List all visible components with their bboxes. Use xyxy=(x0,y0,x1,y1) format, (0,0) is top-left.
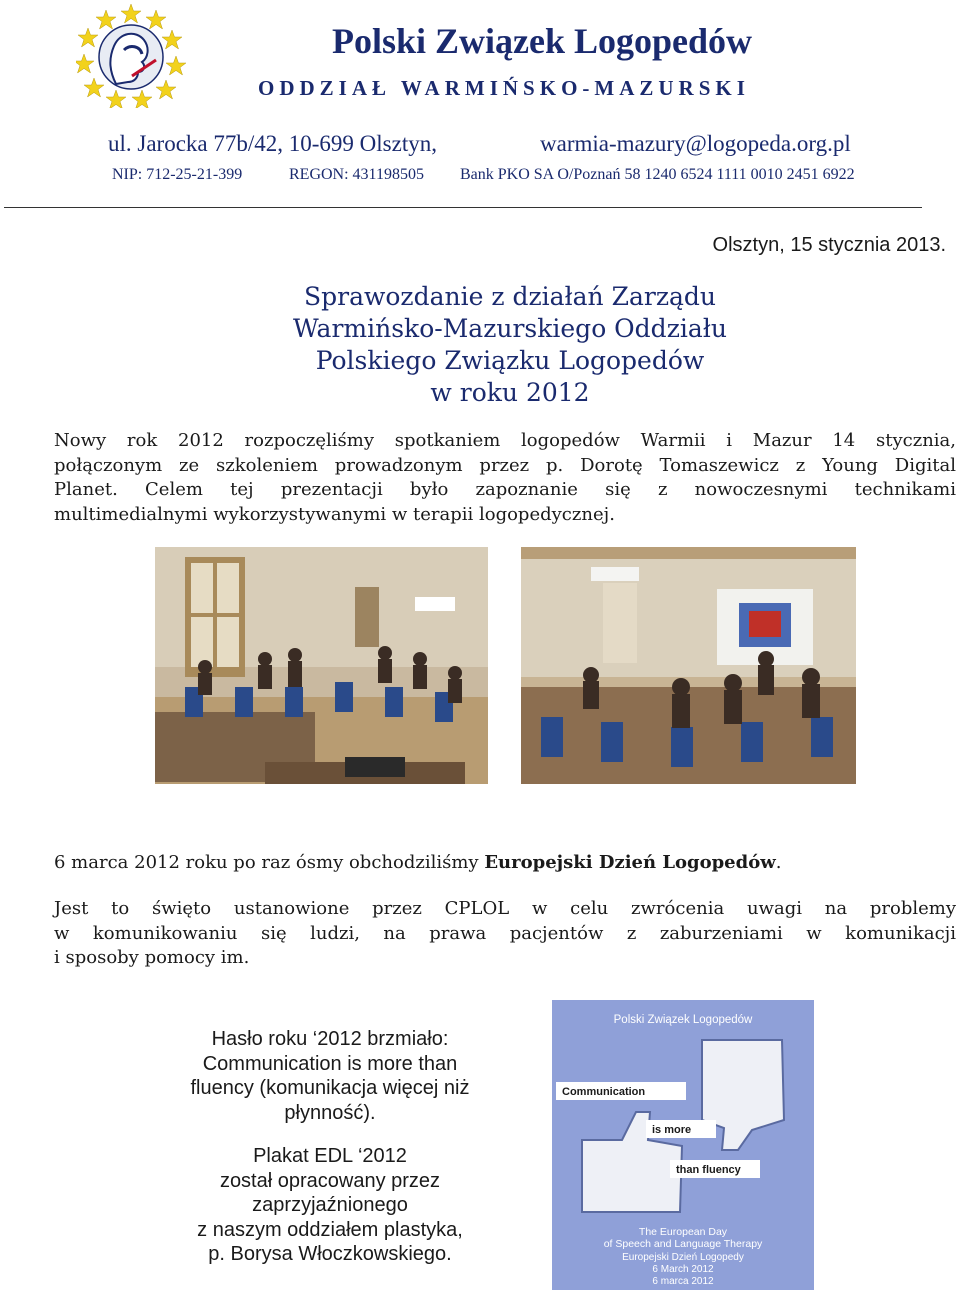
paragraph-line: Nowy rok 2012 rozpoczęliśmy spotkaniem logopedów Warmii i Mazur 14 stycznia, xyxy=(54,430,956,451)
paragraph-cplol xyxy=(54,897,956,971)
paragraph-line: multimedialnymi wykorzystywanymi w terapii logopedycznej. xyxy=(54,503,615,525)
poster-slogan-3: than fluency xyxy=(676,1164,741,1176)
slogan-block xyxy=(150,1027,510,1125)
paragraph-line xyxy=(54,851,956,876)
slogan-line: płynność). xyxy=(284,1101,376,1124)
title-line: w roku 2012 xyxy=(430,378,590,407)
organization-name: Polski Związek Logopedów xyxy=(332,21,753,61)
poster-credit-line: został opracowany przez xyxy=(219,1169,441,1192)
poster-credit-line: p. Borysa Włoczkowskiego. xyxy=(208,1243,452,1265)
edl-2012-poster xyxy=(552,1000,814,1290)
email-address: warmia-mazury@logopeda.org.pl xyxy=(540,131,851,156)
title-line: Polskiego Związku Logopedów xyxy=(315,346,705,375)
title-line: Sprawozdanie z działań Zarządu xyxy=(303,282,716,311)
slogan-line: fluency (komunikacja więcej niż xyxy=(190,1077,470,1099)
poster-english-title xyxy=(552,1226,814,1250)
organization-logo xyxy=(76,2,186,108)
poster-polish-line: 6 March 2012 xyxy=(652,1264,714,1275)
paragraph-text: . xyxy=(775,852,782,873)
title-line: Warmińsko-Mazurskiego Oddziału xyxy=(293,314,727,343)
poster-credit-line: Plakat EDL ‘2012 xyxy=(253,1145,407,1167)
paragraph-line: Jest to święto ustanowione przez CPLOL w celu zwrócenia uwagi na problemy xyxy=(54,898,956,919)
poster-credit-line: z naszym oddziałem plastyka, xyxy=(197,1218,463,1241)
address: ul. Jarocka 77b/42, 10-699 Olsztyn, xyxy=(108,131,437,156)
paragraph-line: w komunikowaniu się ludzi, na prawa pacjentów z zaburzeniami w komunikacji xyxy=(54,922,956,944)
poster-english-line: The European Day xyxy=(638,1226,728,1238)
regon-number: REGON: 431198505 xyxy=(289,166,424,183)
poster-slogan-1: Communication xyxy=(562,1086,646,1098)
poster-slogan-2: is more xyxy=(652,1124,692,1136)
training-photo-left xyxy=(155,547,488,784)
document-date: Olsztyn, 15 stycznia 2013. xyxy=(712,234,946,256)
report-title xyxy=(180,281,840,409)
paragraph-january-meeting xyxy=(54,429,956,527)
branch-name: ODDZIAŁ WARMIŃSKO-MAZURSKI xyxy=(258,76,750,100)
poster-english-line: of Speech and Language Therapy xyxy=(603,1238,763,1250)
slogan-line: Communication is more than xyxy=(202,1052,458,1075)
header-divider xyxy=(4,207,922,208)
slogan-line: Hasło roku ‘2012 brzmiało: xyxy=(211,1028,449,1050)
paragraph-line: Planet. Celem tej prezentacji było zapoznanie się z nowoczesnymi technikami xyxy=(54,479,956,500)
poster-polish-line: Europejski Dzień Logopedy xyxy=(622,1252,744,1263)
paragraph-text: 6 marca 2012 roku po raz ósmy obchodziliśmy xyxy=(54,852,485,873)
nip-number: NIP: 712-25-21-399 xyxy=(112,166,243,183)
training-photo-right xyxy=(521,547,856,784)
poster-org-name: Polski Związek Logopedów xyxy=(613,1014,753,1026)
poster-polish-line: 6 marca 2012 xyxy=(652,1276,714,1287)
event-name: Europejski Dzień Logopedów xyxy=(484,852,776,873)
bank-account: Bank PKO SA O/Poznań 58 1240 6524 1111 0010 2451 6922 xyxy=(460,166,855,183)
paragraph-line: i sposoby pomocy im. xyxy=(54,947,250,968)
paragraph-speech-day xyxy=(54,851,956,876)
poster-credit-block xyxy=(150,1144,510,1267)
poster-polish-title xyxy=(552,1252,814,1288)
paragraph-line: połączonym ze szkoleniem prowadzonym przez p. Dorotę Tomaszewicz z Young Digital xyxy=(54,454,956,476)
poster-credit-line: zaprzyjaźnionego xyxy=(252,1194,408,1216)
